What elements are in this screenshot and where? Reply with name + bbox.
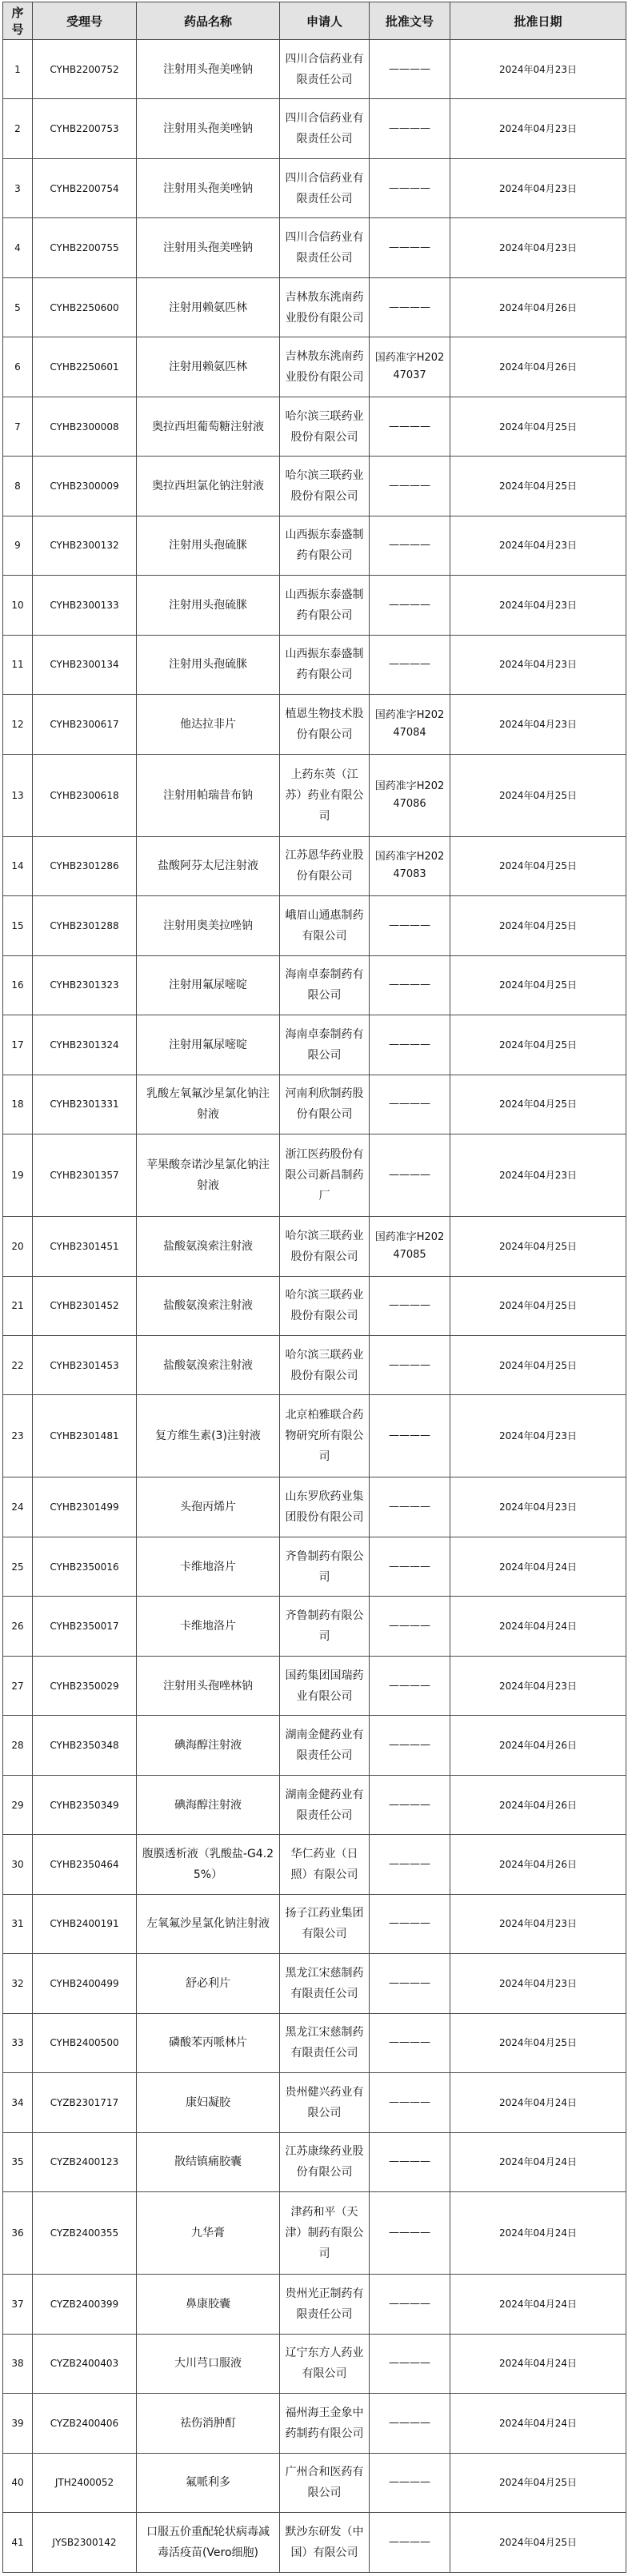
cell-applicant: 广州合和医药有限公司 [280,2453,370,2512]
table-row [3,1835,626,1894]
cell-approval-date: 2024年04月24日 [450,1597,626,1656]
cell-approval-date: 2024年04月23日 [450,158,626,217]
table-header-row [3,2,626,40]
cell-serial-number: 26 [3,1597,33,1656]
cell-approval-date: 2024年04月24日 [450,2275,626,2334]
cell-approval-date: 2024年04月23日 [450,1894,626,1953]
cell-serial-number: 1 [3,40,33,99]
cell-serial-number: 35 [3,2132,33,2191]
cell-approval-date: 2024年04月25日 [450,2013,626,2072]
cell-acceptance-number: CYZB2301717 [33,2073,137,2132]
cell-acceptance-number: CYHB2250601 [33,337,137,397]
cell-acceptance-number: CYHB2301323 [33,955,137,1015]
cell-approval-number: ———— [370,1716,450,1775]
table-row [3,1335,626,1394]
table-row [3,457,626,516]
cell-serial-number: 19 [3,1134,33,1217]
cell-serial-number: 23 [3,1395,33,1477]
cell-acceptance-number: CYZB2400403 [33,2334,137,2393]
cell-applicant: 四川合信药业有限责任公司 [280,158,370,217]
cell-approval-date: 2024年04月25日 [450,1335,626,1394]
cell-serial-number: 40 [3,2453,33,2512]
table-row [3,2453,626,2512]
cell-approval-date: 2024年04月23日 [450,1395,626,1477]
cell-applicant: 山西振东泰盛制药有限公司 [280,576,370,635]
cell-serial-number: 9 [3,516,33,575]
cell-approval-date: 2024年04月23日 [450,695,626,754]
cell-applicant: 山东罗欣药业集团股份有限公司 [280,1477,370,1537]
table-row [3,1134,626,1217]
cell-acceptance-number: CYHB2301357 [33,1134,137,1217]
cell-approval-date: 2024年04月24日 [450,2192,626,2275]
table-row [3,1217,626,1276]
cell-acceptance-number: CYHB2350464 [33,1835,137,1894]
table-row [3,2334,626,2393]
cell-approval-date: 2024年04月25日 [450,836,626,895]
cell-acceptance-number: CYHB2300132 [33,516,137,575]
cell-drug-name: 注射用头孢硫脒 [137,516,280,575]
cell-acceptance-number: CYHB2250600 [33,277,137,337]
cell-serial-number: 4 [3,218,33,277]
cell-drug-name: 左氧氟沙星氯化钠注射液 [137,1894,280,1953]
cell-serial-number: 22 [3,1335,33,1394]
cell-drug-name: 注射用赖氨匹林 [137,337,280,397]
cell-applicant: 江苏恩华药业股份有限公司 [280,836,370,895]
cell-serial-number: 33 [3,2013,33,2072]
table-row [3,1395,626,1477]
table-row [3,337,626,397]
table-row [3,1716,626,1775]
cell-applicant: 齐鲁制药有限公司 [280,1537,370,1596]
cell-approval-date: 2024年04月23日 [450,576,626,635]
cell-applicant: 吉林敖东洮南药业股份有限公司 [280,277,370,337]
cell-applicant: 海南卓泰制药有限公司 [280,955,370,1015]
cell-approval-number: ———— [370,1835,450,1894]
cell-acceptance-number: CYHB2301288 [33,896,137,955]
cell-approval-date: 2024年04月24日 [450,2132,626,2191]
cell-serial-number: 36 [3,2192,33,2275]
cell-approval-date: 2024年04月25日 [450,1075,626,1134]
cell-serial-number: 15 [3,896,33,955]
cell-serial-number: 17 [3,1015,33,1075]
cell-approval-number: ———— [370,218,450,277]
header-drug-name: 药品名称 [137,2,280,40]
cell-serial-number: 21 [3,1276,33,1335]
cell-serial-number: 25 [3,1537,33,1596]
cell-drug-name: 卡维地洛片 [137,1537,280,1596]
cell-approval-number: ———— [370,1954,450,2013]
cell-approval-date: 2024年04月26日 [450,337,626,397]
table-row [3,1015,626,1075]
cell-approval-date: 2024年04月26日 [450,277,626,337]
cell-approval-date: 2024年04月25日 [450,1276,626,1335]
cell-drug-name: 注射用头孢美唑钠 [137,40,280,99]
cell-drug-name: 碘海醇注射液 [137,1775,280,1834]
cell-acceptance-number: CYHB2400500 [33,2013,137,2072]
cell-approval-number: ———— [370,1775,450,1834]
cell-applicant: 扬子江药业集团有限公司 [280,1894,370,1953]
table-row [3,955,626,1015]
cell-drug-name: 散结镇痛胶囊 [137,2132,280,2191]
cell-approval-date: 2024年04月24日 [450,2394,626,2453]
cell-serial-number: 27 [3,1656,33,1715]
cell-applicant: 浙江医药股份有限公司新昌制药厂 [280,1134,370,1217]
cell-drug-name: 盐酸氨溴索注射液 [137,1217,280,1276]
cell-approval-date: 2024年04月24日 [450,2073,626,2132]
cell-acceptance-number: CYHB2301286 [33,836,137,895]
cell-serial-number: 2 [3,99,33,158]
table-row [3,1537,626,1596]
header-approval-number: 批准文号 [370,2,450,40]
cell-drug-name: 注射用帕瑞昔布钠 [137,754,280,836]
cell-approval-number: ———— [370,1477,450,1537]
cell-serial-number: 7 [3,397,33,456]
cell-serial-number: 31 [3,1894,33,1953]
cell-acceptance-number: CYHB2300134 [33,635,137,694]
cell-drug-name: 九华膏 [137,2192,280,2275]
cell-drug-name: 盐酸氨溴索注射液 [137,1335,280,1394]
table-row [3,2013,626,2072]
cell-acceptance-number: CYZB2400123 [33,2132,137,2191]
cell-acceptance-number: CYHB2300618 [33,754,137,836]
cell-approval-date: 2024年04月25日 [450,1015,626,1075]
cell-drug-name: 注射用赖氨匹林 [137,277,280,337]
table-row [3,896,626,955]
cell-drug-name: 注射用头孢美唑钠 [137,218,280,277]
cell-approval-number: ———— [370,99,450,158]
table-row [3,397,626,456]
cell-applicant: 湖南金健药业有限责任公司 [280,1775,370,1834]
cell-serial-number: 29 [3,1775,33,1834]
cell-approval-number: 国药准字H20247084 [370,695,450,754]
cell-approval-number: ———— [370,1537,450,1596]
table-row [3,2394,626,2453]
cell-acceptance-number: CYHB2400499 [33,1954,137,2013]
cell-approval-number: ———— [370,955,450,1015]
table-row [3,1477,626,1537]
cell-approval-date: 2024年04月23日 [450,99,626,158]
cell-applicant: 山西振东泰盛制药有限公司 [280,635,370,694]
cell-serial-number: 38 [3,2334,33,2393]
cell-approval-number: ———— [370,1894,450,1953]
approval-table [2,2,626,2573]
cell-serial-number: 30 [3,1835,33,1894]
cell-approval-number: ———— [370,896,450,955]
cell-approval-date: 2024年04月25日 [450,2453,626,2512]
cell-drug-name: 乳酸左氧氟沙星氯化钠注射液 [137,1075,280,1134]
header-serial-number: 序号 [3,2,33,40]
cell-acceptance-number: CYHB2350349 [33,1775,137,1834]
cell-approval-date: 2024年04月24日 [450,1537,626,1596]
cell-serial-number: 32 [3,1954,33,2013]
cell-approval-date: 2024年04月23日 [450,516,626,575]
cell-applicant: 哈尔滨三联药业股份有限公司 [280,1335,370,1394]
cell-approval-date: 2024年04月23日 [450,1954,626,2013]
cell-drug-name: 注射用氟尿嘧啶 [137,1015,280,1075]
cell-acceptance-number: CYHB2301481 [33,1395,137,1477]
cell-approval-date: 2024年04月26日 [450,1716,626,1775]
table-row [3,218,626,277]
cell-applicant: 湖南金健药业有限责任公司 [280,1716,370,1775]
cell-approval-date: 2024年04月23日 [450,1656,626,1715]
cell-applicant: 贵州健兴药业有限公司 [280,2073,370,2132]
table-row [3,2132,626,2191]
table-row [3,2073,626,2132]
cell-drug-name: 口服五价重配轮状病毒减毒活疫苗(Vero细胞) [137,2513,280,2573]
cell-applicant: 植恩生物技术股份有限公司 [280,695,370,754]
cell-serial-number: 14 [3,836,33,895]
cell-acceptance-number: CYHB2300008 [33,397,137,456]
cell-approval-date: 2024年04月26日 [450,1775,626,1834]
cell-acceptance-number: CYHB2350348 [33,1716,137,1775]
cell-applicant: 北京柏雅联合药物研究所有限公司 [280,1395,370,1477]
cell-serial-number: 18 [3,1075,33,1134]
cell-drug-name: 腹膜透析液（乳酸盐-G4.25%） [137,1835,280,1894]
cell-drug-name: 他达拉非片 [137,695,280,754]
cell-serial-number: 20 [3,1217,33,1276]
cell-serial-number: 8 [3,457,33,516]
cell-serial-number: 10 [3,576,33,635]
cell-drug-name: 氟哌利多 [137,2453,280,2512]
cell-acceptance-number: CYZB2400355 [33,2192,137,2275]
cell-drug-name: 大川芎口服液 [137,2334,280,2393]
cell-applicant: 哈尔滨三联药业股份有限公司 [280,457,370,516]
table-row [3,2275,626,2334]
cell-drug-name: 奥拉西坦葡萄糖注射液 [137,397,280,456]
cell-approval-number: 国药准字H20247086 [370,754,450,836]
cell-acceptance-number: CYZB2400406 [33,2394,137,2453]
table-row [3,277,626,337]
cell-drug-name: 注射用头孢硫脒 [137,576,280,635]
cell-applicant: 河南利欣制药股份有限公司 [280,1075,370,1134]
cell-serial-number: 11 [3,635,33,694]
cell-applicant: 黑龙江宋慈制药有限责任公司 [280,1954,370,2013]
cell-approval-number: ———— [370,2394,450,2453]
cell-serial-number: 41 [3,2513,33,2573]
cell-acceptance-number: CYHB2301324 [33,1015,137,1075]
cell-applicant: 四川合信药业有限责任公司 [280,40,370,99]
cell-serial-number: 12 [3,695,33,754]
cell-approval-date: 2024年04月25日 [450,955,626,1015]
table-row [3,1656,626,1715]
cell-applicant: 齐鲁制药有限公司 [280,1597,370,1656]
cell-approval-number: ———— [370,277,450,337]
cell-acceptance-number: CYHB2301331 [33,1075,137,1134]
cell-acceptance-number: CYHB2200754 [33,158,137,217]
cell-acceptance-number: CYHB2301499 [33,1477,137,1537]
cell-approval-number: 国药准字H20247083 [370,836,450,895]
cell-acceptance-number: CYHB2200752 [33,40,137,99]
cell-approval-date: 2024年04月25日 [450,457,626,516]
cell-approval-date: 2024年04月24日 [450,2334,626,2393]
cell-drug-name: 磷酸苯丙哌林片 [137,2013,280,2072]
cell-acceptance-number: JYSB2300142 [33,2513,137,2573]
cell-drug-name: 卡维地洛片 [137,1597,280,1656]
cell-approval-number: ———— [370,457,450,516]
cell-applicant: 哈尔滨三联药业股份有限公司 [280,1217,370,1276]
table-row [3,836,626,895]
table-row [3,576,626,635]
cell-drug-name: 苹果酸奈诺沙星氯化钠注射液 [137,1134,280,1217]
cell-applicant: 福州海王金象中药制药有限公司 [280,2394,370,2453]
cell-approval-date: 2024年04月25日 [450,896,626,955]
cell-drug-name: 头孢丙烯片 [137,1477,280,1537]
table-row [3,1597,626,1656]
cell-applicant: 默沙东研发（中国）有限公司 [280,2513,370,2573]
cell-serial-number: 39 [3,2394,33,2453]
cell-approval-date: 2024年04月25日 [450,397,626,456]
table-body [3,40,626,2573]
table-row [3,1775,626,1834]
cell-applicant: 华仁药业（日照）有限公司 [280,1835,370,1894]
cell-acceptance-number: CYHB2350017 [33,1597,137,1656]
header-approval-date: 批准日期 [450,2,626,40]
cell-approval-number: ———— [370,2334,450,2393]
table-row [3,2513,626,2573]
cell-serial-number: 28 [3,1716,33,1775]
cell-serial-number: 5 [3,277,33,337]
cell-approval-date: 2024年04月23日 [450,635,626,694]
table-row [3,635,626,694]
cell-acceptance-number: CYHB2400191 [33,1894,137,1953]
cell-acceptance-number: CYHB2300617 [33,695,137,754]
cell-drug-name: 康妇凝胶 [137,2073,280,2132]
cell-applicant: 江苏康缘药业股份有限公司 [280,2132,370,2191]
table-row [3,2192,626,2275]
cell-approval-number: ———— [370,1134,450,1217]
cell-approval-number: ———— [370,2513,450,2573]
cell-approval-number: ———— [370,2192,450,2275]
cell-acceptance-number: CYHB2301452 [33,1276,137,1335]
cell-applicant: 海南卓泰制药有限公司 [280,1015,370,1075]
cell-drug-name: 注射用头孢硫脒 [137,635,280,694]
cell-drug-name: 注射用头孢美唑钠 [137,99,280,158]
cell-acceptance-number: JTH2400052 [33,2453,137,2512]
header-applicant: 申请人 [280,2,370,40]
cell-acceptance-number: CYHB2200753 [33,99,137,158]
cell-approval-number: ———— [370,2132,450,2191]
cell-serial-number: 37 [3,2275,33,2334]
cell-approval-number: ———— [370,2013,450,2072]
table-row [3,1075,626,1134]
cell-acceptance-number: CYZB2400399 [33,2275,137,2334]
cell-drug-name: 盐酸氨溴索注射液 [137,1276,280,1335]
table-row [3,1954,626,2013]
cell-applicant: 上药东英（江苏）药业有限公司 [280,754,370,836]
cell-acceptance-number: CYHB2350016 [33,1537,137,1596]
cell-approval-date: 2024年04月25日 [450,754,626,836]
cell-serial-number: 24 [3,1477,33,1537]
cell-approval-number: 国药准字H20247037 [370,337,450,397]
cell-applicant: 四川合信药业有限责任公司 [280,218,370,277]
cell-approval-number: ———— [370,1597,450,1656]
cell-drug-name: 复方维生素(3)注射液 [137,1395,280,1477]
cell-approval-number: ———— [370,2275,450,2334]
cell-drug-name: 注射用奥美拉唑钠 [137,896,280,955]
cell-approval-number: ———— [370,635,450,694]
cell-serial-number: 16 [3,955,33,1015]
cell-applicant: 山西振东泰盛制药有限公司 [280,516,370,575]
cell-applicant: 哈尔滨三联药业股份有限公司 [280,397,370,456]
cell-serial-number: 6 [3,337,33,397]
cell-approval-number: ———— [370,397,450,456]
cell-approval-number: ———— [370,2073,450,2132]
cell-drug-name: 注射用头孢唑林钠 [137,1656,280,1715]
table-row [3,695,626,754]
cell-approval-date: 2024年04月26日 [450,1835,626,1894]
cell-drug-name: 盐酸阿芬太尼注射液 [137,836,280,895]
table-row [3,1276,626,1335]
cell-applicant: 国药集团国瑞药业有限公司 [280,1656,370,1715]
cell-approval-number: ———— [370,516,450,575]
cell-acceptance-number: CYHB2300133 [33,576,137,635]
cell-drug-name: 鼻康胶囊 [137,2275,280,2334]
cell-acceptance-number: CYHB2301451 [33,1217,137,1276]
cell-approval-number: ———— [370,1015,450,1075]
cell-approval-date: 2024年04月23日 [450,1477,626,1537]
cell-applicant: 津药和平（天津）制药有限公司 [280,2192,370,2275]
cell-approval-number: ———— [370,158,450,217]
cell-drug-name: 碘海醇注射液 [137,1716,280,1775]
cell-approval-number: ———— [370,1656,450,1715]
cell-acceptance-number: CYHB2350029 [33,1656,137,1715]
cell-drug-name: 注射用氟尿嘧啶 [137,955,280,1015]
cell-approval-number: ———— [370,1276,450,1335]
cell-drug-name: 奥拉西坦氯化钠注射液 [137,457,280,516]
table-row [3,516,626,575]
cell-acceptance-number: CYHB2301453 [33,1335,137,1394]
table-row [3,40,626,99]
cell-approval-number: ———— [370,1335,450,1394]
cell-approval-number: ———— [370,40,450,99]
header-acceptance-number: 受理号 [33,2,137,40]
cell-approval-date: 2024年04月25日 [450,1217,626,1276]
table-row [3,99,626,158]
cell-drug-name: 注射用头孢美唑钠 [137,158,280,217]
cell-approval-number: ———— [370,1075,450,1134]
cell-approval-date: 2024年04月23日 [450,1134,626,1217]
cell-serial-number: 13 [3,754,33,836]
table-row [3,158,626,217]
cell-approval-date: 2024年04月25日 [450,2513,626,2573]
cell-serial-number: 34 [3,2073,33,2132]
cell-approval-number: ———— [370,2453,450,2512]
cell-approval-date: 2024年04月23日 [450,40,626,99]
cell-drug-name: 舒必利片 [137,1954,280,2013]
cell-approval-date: 2024年04月23日 [450,218,626,277]
table-row [3,1894,626,1953]
cell-serial-number: 3 [3,158,33,217]
cell-applicant: 辽宁东方人药业有限公司 [280,2334,370,2393]
cell-applicant: 四川合信药业有限责任公司 [280,99,370,158]
cell-applicant: 峨眉山通惠制药有限公司 [280,896,370,955]
cell-approval-number: ———— [370,1395,450,1477]
cell-applicant: 吉林敖东洮南药业股份有限公司 [280,337,370,397]
cell-approval-number: 国药准字H20247085 [370,1217,450,1276]
cell-drug-name: 祛伤消肿酊 [137,2394,280,2453]
cell-applicant: 贵州光正制药有限责任公司 [280,2275,370,2334]
cell-applicant: 哈尔滨三联药业股份有限公司 [280,1276,370,1335]
table-row [3,754,626,836]
cell-approval-number: ———— [370,576,450,635]
cell-acceptance-number: CYHB2200755 [33,218,137,277]
cell-acceptance-number: CYHB2300009 [33,457,137,516]
cell-applicant: 黑龙江宋慈制药有限责任公司 [280,2013,370,2072]
